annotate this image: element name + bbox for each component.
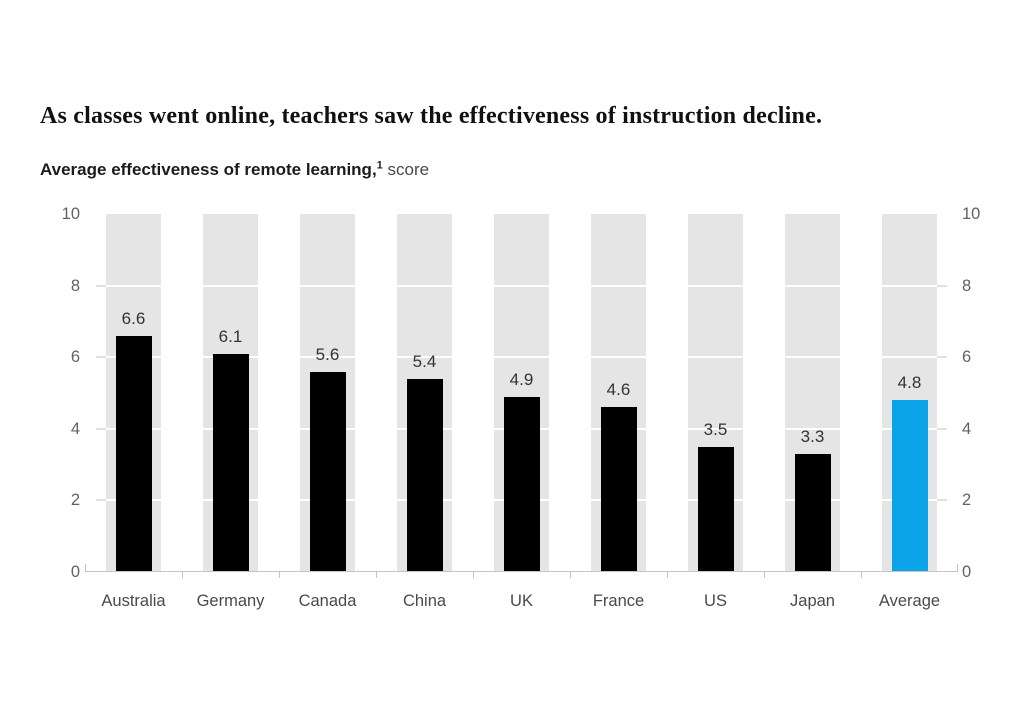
gridline	[882, 285, 937, 287]
bar-column-france	[570, 214, 667, 610]
y-axis-tick-label-right: 6	[962, 348, 972, 367]
bar	[310, 372, 346, 572]
bar-value-label: 5.4	[412, 351, 437, 371]
category-label: China	[402, 592, 447, 610]
y-axis-tick-label-right: 0	[962, 563, 972, 581]
chart-subtitle-unit: score	[382, 160, 430, 179]
chart-subtitle	[40, 158, 940, 182]
gridline	[494, 356, 549, 358]
x-axis-tick	[376, 572, 377, 578]
gridline	[494, 285, 549, 287]
y-axis-tick-label-right: 2	[962, 491, 972, 510]
bar-value-label: 3.5	[703, 419, 728, 439]
bar-column-australia	[85, 214, 182, 610]
gridline	[785, 285, 840, 287]
y-gridline-tick-right	[937, 356, 947, 358]
bar	[213, 354, 249, 572]
gridline	[688, 285, 743, 287]
bar-column-canada	[279, 214, 376, 610]
category-label: Canada	[298, 592, 357, 610]
bar-value-label: 6.6	[121, 308, 146, 328]
y-gridline-tick-left	[96, 499, 106, 501]
gridline	[106, 285, 161, 287]
category-label: UK	[510, 592, 533, 610]
x-axis-tick	[473, 572, 474, 578]
y-gridline-tick-left	[96, 428, 106, 430]
bar-chart-plot-area	[85, 214, 958, 610]
gridline	[882, 356, 937, 358]
bar-column-us	[667, 214, 764, 610]
y-axis-tick-label-left: 4	[70, 419, 80, 438]
category-label: Germany	[196, 592, 265, 610]
x-axis-tick	[182, 572, 183, 578]
y-axis-tick-label-right: 4	[962, 419, 972, 438]
y-axis-tick-label-left: 6	[70, 348, 80, 367]
bar-value-label: 4.9	[509, 369, 534, 389]
bar	[601, 407, 637, 572]
category-label: Japan	[790, 592, 835, 610]
category-label: Australia	[101, 592, 166, 610]
gridline	[300, 285, 355, 287]
gridline	[591, 285, 646, 287]
y-axis-tick-label-right: 8	[962, 276, 972, 295]
category-label: France	[592, 592, 645, 610]
bar-value-label: 6.1	[218, 326, 243, 346]
bar-column-china	[376, 214, 473, 610]
bar	[504, 397, 540, 572]
bar-value-label: 4.6	[606, 380, 631, 400]
gridline	[785, 356, 840, 358]
bar	[795, 454, 831, 572]
x-axis-tick	[570, 572, 571, 578]
y-gridline-tick-right	[937, 285, 947, 287]
bar-column-japan	[764, 214, 861, 610]
bar	[407, 379, 443, 572]
y-axis-tick-label-left: 10	[61, 205, 80, 223]
y-axis-tick-label-left: 2	[70, 491, 80, 510]
y-gridline-tick-right	[937, 428, 947, 430]
y-gridline-tick-right	[937, 499, 947, 501]
bar-value-label: 4.8	[897, 373, 922, 393]
y-axis-tick-label-left: 8	[70, 276, 80, 295]
x-axis-end-tick	[85, 564, 86, 571]
bar-column-average	[861, 214, 958, 610]
x-axis-tick	[764, 572, 765, 578]
gridline	[203, 285, 258, 287]
category-label: US	[704, 592, 727, 610]
bar-column-germany	[182, 214, 279, 610]
y-gridline-tick-left	[96, 356, 106, 358]
gridline	[688, 356, 743, 358]
y-axis-tick-label-right: 10	[962, 205, 981, 223]
y-axis-tick-label-left: 0	[70, 563, 80, 581]
gridline	[397, 285, 452, 287]
category-label: Average	[878, 592, 941, 610]
y-gridline-tick-left	[96, 285, 106, 287]
bar-highlight	[892, 400, 928, 572]
bar	[116, 336, 152, 572]
gridline	[591, 356, 646, 358]
x-axis-end-tick	[957, 564, 958, 571]
bar-column-uk	[473, 214, 570, 610]
bar	[698, 447, 734, 572]
chart-title: As classes went online, teachers saw the effectiveness of instruction decline.	[40, 103, 823, 129]
footnote-marker: 1	[376, 159, 383, 172]
bar-value-label: 5.6	[315, 344, 340, 364]
x-axis-tick	[861, 572, 862, 578]
x-axis-line	[85, 571, 958, 572]
chart-subtitle-bold: Average effectiveness of remote learning,	[40, 160, 377, 179]
x-axis-tick	[279, 572, 280, 578]
x-axis-tick	[667, 572, 668, 578]
bar-value-label: 3.3	[800, 426, 825, 446]
